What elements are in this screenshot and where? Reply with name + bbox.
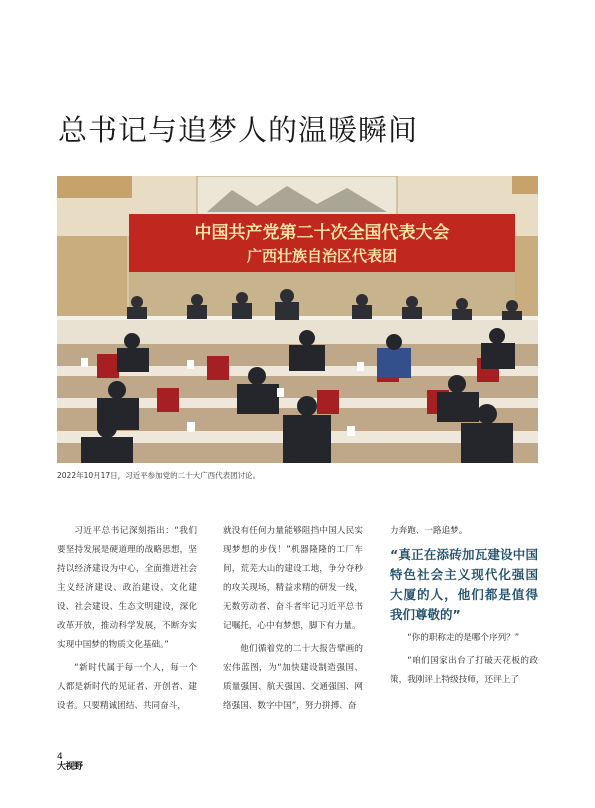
paragraph: 习近平总书记深刻指出：“我们要坚持发展是硬道理的战略思想，坚持以经济建设为中心，全面推进社会主义经济建设、政治建设、文化建设、社会建设、生态文明建设，深化改革开放，推动科学发展，不断夯实实现中国梦的物质文化基础。” bbox=[57, 526, 197, 650]
paragraph: “新时代属于每一个人，每一个人都是新时代的见证者、开创者、建设者。只要精诚团结、共同奋斗， bbox=[57, 663, 197, 711]
news-photo bbox=[57, 176, 538, 463]
banner-line1: 中国共产党第二十次全国代表大会 bbox=[194, 223, 450, 243]
paragraph: 他们循着党的二十大报告擘画的宏伟蓝图，为“加快建设制造强国、质量强国、航天强国、交通强国、网络强国、数字中国”，努力拼搏、奋 bbox=[223, 644, 363, 711]
pull-quote: “真正在添砖加瓦建设中国特色社会主义现代化强国大厦的人，他们都是值得我们尊敬的” bbox=[390, 547, 538, 622]
paragraph: 力奔跑、一路追梦。 bbox=[390, 526, 468, 536]
meeting-photo-illustration bbox=[57, 176, 538, 463]
paragraph: “你的职称走的是哪个序列？” bbox=[407, 633, 520, 643]
body-column-2 bbox=[223, 522, 363, 720]
paragraph: 就没有任何力量能够阻挡中国人民实现梦想的步伐！”机器隆隆的工厂车间，荒芜大山的建设工地，争分夺秒的攻关现场，精益求精的研发一线，无数劳动者、奋斗者牢记习近平总书记嘱托，心中有梦想，脚下有力量。 bbox=[223, 526, 363, 631]
paragraph: “咱们国家出台了打破天花板的政策，我刚评上特级技师，还评上了 bbox=[390, 656, 538, 685]
body-column-3 bbox=[390, 522, 538, 694]
article-title: 总书记与追梦人的温暖瞬间 bbox=[58, 113, 419, 147]
page-number: 4 bbox=[57, 752, 63, 762]
magazine-brand: 大视野 bbox=[57, 762, 83, 772]
page-footer bbox=[57, 752, 83, 772]
banner-line2: 广西壮族自治区代表团 bbox=[246, 247, 398, 265]
body-column-1 bbox=[57, 522, 197, 720]
photo-caption: 2022年10月17日，习近平参加党的二十大广西代表团讨论。 bbox=[57, 471, 261, 480]
